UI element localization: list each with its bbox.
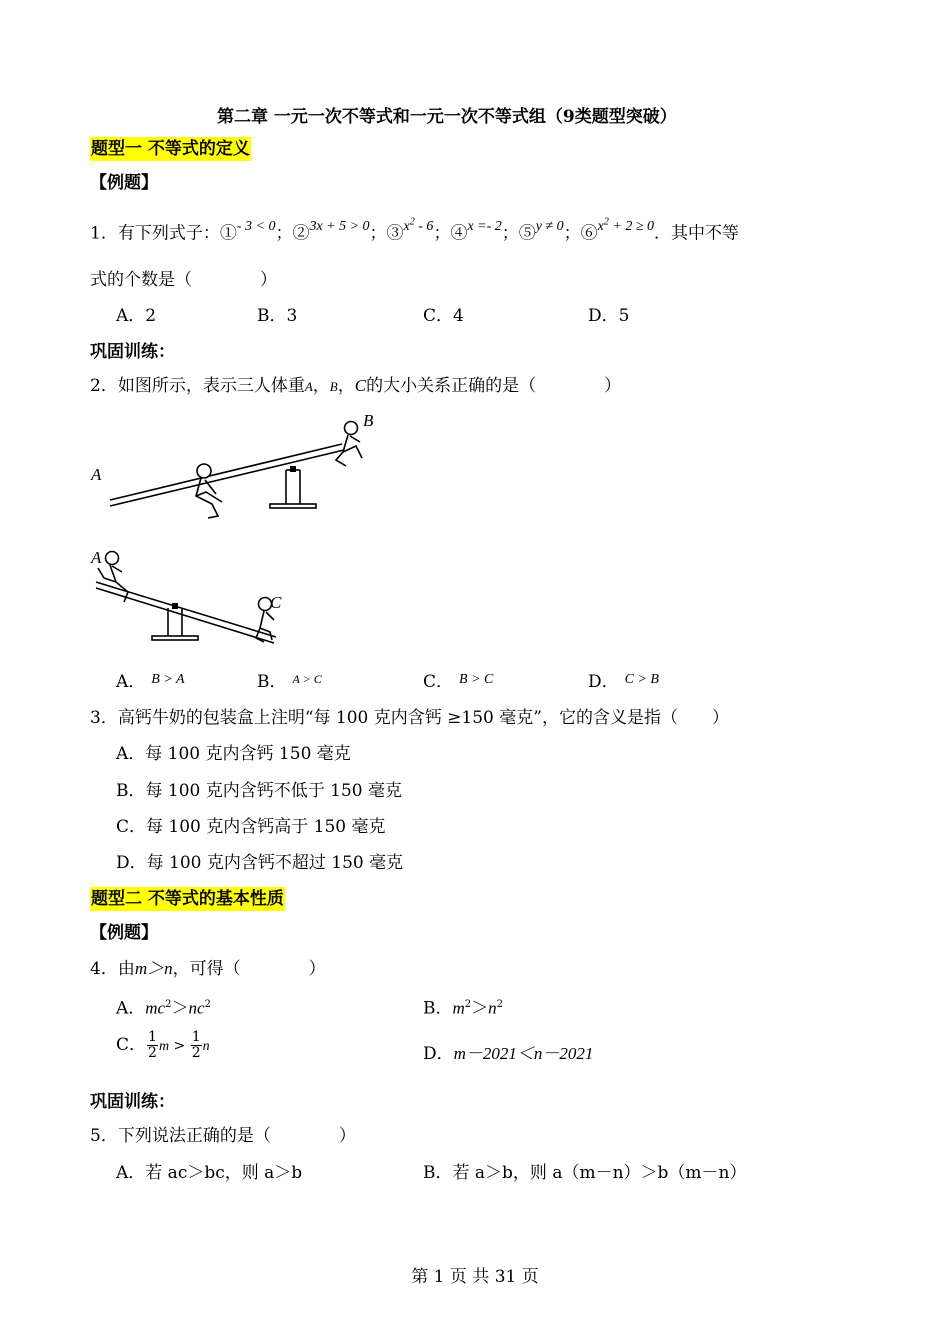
q1-number: 1． <box>90 223 118 244</box>
example-label-2: 【例题】 <box>90 923 158 943</box>
q1-expr-6b: + 2 ≥ 0 <box>608 218 655 234</box>
practice-label-1: 巩固训练： <box>90 342 175 362</box>
q4-option-d[interactable] <box>423 1043 593 1065</box>
q1-expr-3: x <box>403 218 410 234</box>
section-heading-1: 题型一 不等式的定义 <box>91 139 250 159</box>
question-2 <box>90 375 621 398</box>
q3-option-b[interactable]: B．每 100 克内含钙不低于 150 毫克 <box>116 781 403 801</box>
q1-mark-2: ② <box>292 223 310 244</box>
seesaw-figure-2 <box>88 542 308 652</box>
q1-expr-3-sup: 2 <box>409 216 415 227</box>
q5-option-b[interactable]: B．若 a＞b，则 a（m－n）＞b（m－n） <box>423 1163 747 1183</box>
q1-option-b[interactable]: B．3 <box>257 306 298 326</box>
q4-option-b-lhs: m <box>452 998 465 1018</box>
q2-var-c: C <box>354 376 367 395</box>
fig2-label-c: C <box>270 593 282 612</box>
q4-number: 4． <box>90 959 118 979</box>
q4-option-b-sup-2: 2 <box>496 999 504 1010</box>
section-heading-2: 题型二 不等式的基本性质 <box>91 889 284 909</box>
q2-number: 2． <box>90 376 118 396</box>
q1-sep-1: ； <box>275 223 293 244</box>
q4-lead: 由 <box>117 959 135 979</box>
q1-sep-5: ； <box>563 223 581 244</box>
q4-option-a-rhs: nc <box>188 998 205 1018</box>
q1-expr-1: - 3 < 0 <box>236 218 276 234</box>
question-3: 3．高钙牛奶的包装盒上注明“每 100 克内含钙 ≥150 毫克”，它的含义是指（ ） <box>90 708 729 728</box>
q1-mark-3: ③ <box>386 223 404 244</box>
q1-mark-4: ④ <box>450 223 468 244</box>
q2-option-d[interactable] <box>588 671 659 695</box>
q1-expr-3b: - 6 <box>414 218 434 234</box>
q2-option-a-expr: B > A <box>151 672 185 687</box>
q2-option-c-letter: C． <box>423 672 454 692</box>
q2-option-a-letter: A． <box>116 672 146 692</box>
q2-option-d-expr: C > B <box>624 672 659 687</box>
q4-option-c-frac-1-num: 1 <box>148 1029 157 1045</box>
q4-option-c-var-2: n <box>202 1039 210 1054</box>
q4-option-a-sup-2: 2 <box>204 999 211 1010</box>
q4-option-a[interactable] <box>116 994 211 1020</box>
q4-option-a-sup-1: 2 <box>165 999 172 1010</box>
q2-option-c-expr: B > C <box>459 672 494 687</box>
q1-lead: 有下列式子： <box>117 223 220 244</box>
fig2-label-a: A <box>91 548 102 567</box>
q4-option-c-letter: C． <box>116 1035 147 1055</box>
q2-sep-1: ， <box>312 376 330 396</box>
q2-tail: 的大小关系正确的是（ ） <box>366 376 622 396</box>
q1-option-a[interactable]: A．2 <box>116 306 157 326</box>
q4-tail: ，可得（ ） <box>172 959 326 979</box>
question-1 <box>90 216 740 247</box>
page-footer: 第 1 页 共 31 页 <box>411 1267 539 1287</box>
q2-option-b-expr: A > C <box>292 672 322 686</box>
q4-option-c-op: > <box>169 1038 190 1054</box>
q1-tail: ．其中不等 <box>654 223 740 244</box>
q4-option-c-frac-1-den: 2 <box>148 1045 157 1061</box>
q2-option-a[interactable] <box>116 671 185 695</box>
q4-option-b[interactable] <box>423 994 503 1020</box>
q5-option-a[interactable]: A．若 ac＞bc，则 a＞b <box>116 1163 303 1183</box>
q2-option-c[interactable] <box>423 671 494 695</box>
q4-option-d-expr: m－2021＜n－2021 <box>453 1044 594 1063</box>
q2-option-b[interactable] <box>257 671 322 694</box>
q4-option-a-lhs: mc <box>145 998 166 1018</box>
q4-option-c-frac-2 <box>191 1030 202 1061</box>
q2-option-d-letter: D． <box>588 672 619 692</box>
q1-expr-6: x <box>597 218 604 234</box>
fig1-label-b: B <box>363 411 374 430</box>
q4-option-c-frac-2-den: 2 <box>191 1045 201 1061</box>
example-label-1: 【例题】 <box>90 173 158 193</box>
q4-option-c-frac-2-num: 1 <box>191 1029 201 1045</box>
q4-option-b-rhs: n <box>488 998 497 1018</box>
q1-line-2: 式的个数是（ ） <box>90 270 277 290</box>
q4-option-c[interactable] <box>116 1030 210 1061</box>
q2-lead: 如图所示，表示三人体重 <box>117 376 305 396</box>
page-title: 第二章 一元一次不等式和一元一次不等式组（9类题型突破） <box>217 107 677 127</box>
question-5: 5．下列说法正确的是（ ） <box>90 1126 356 1146</box>
fig1-label-a: A <box>91 465 102 484</box>
q1-sep-4: ； <box>501 223 519 244</box>
q2-var-a: A <box>304 379 313 394</box>
q3-option-d[interactable]: D．每 100 克内含钙不超过 150 毫克 <box>116 853 404 873</box>
seesaw-figure-1 <box>88 408 374 518</box>
practice-label-2: 巩固训练： <box>90 1092 175 1112</box>
q1-mark-6: ⑥ <box>580 223 598 244</box>
q4-option-d-letter: D． <box>423 1044 454 1064</box>
q1-option-c[interactable]: C．4 <box>423 306 464 326</box>
q1-mark-1: ① <box>219 223 237 244</box>
q2-var-b: B <box>329 379 338 394</box>
q4-option-a-letter: A． <box>116 998 146 1019</box>
q4-option-c-frac-1 <box>147 1030 158 1061</box>
q3-option-c[interactable]: C．每 100 克内含钙高于 150 毫克 <box>116 817 386 837</box>
q1-expr-6-sup: 2 <box>603 216 609 227</box>
q4-option-a-op: ＞ <box>171 998 189 1019</box>
q4-option-b-sup-1: 2 <box>464 999 472 1010</box>
q1-sep-3: ； <box>433 223 451 244</box>
q1-expr-2: 3x + 5 > 0 <box>309 218 370 234</box>
q4-option-b-op: ＞ <box>471 998 489 1019</box>
q2-option-b-letter: B． <box>257 672 287 692</box>
q1-option-d[interactable]: D．5 <box>588 306 630 326</box>
q3-option-a[interactable]: A．每 100 克内含钙 150 毫克 <box>116 744 351 764</box>
q4-condition: m＞n <box>134 959 173 978</box>
q4-option-b-letter: B． <box>423 998 453 1019</box>
q2-sep-2: ， <box>337 376 355 396</box>
q4-option-c-var-1: m <box>158 1039 170 1054</box>
q1-expr-5: y ≠ 0 <box>535 218 564 234</box>
q1-expr-4: x =- 2 <box>467 218 502 234</box>
q1-sep-2: ； <box>369 223 387 244</box>
question-4 <box>90 958 326 980</box>
q1-mark-5: ⑤ <box>518 223 536 244</box>
